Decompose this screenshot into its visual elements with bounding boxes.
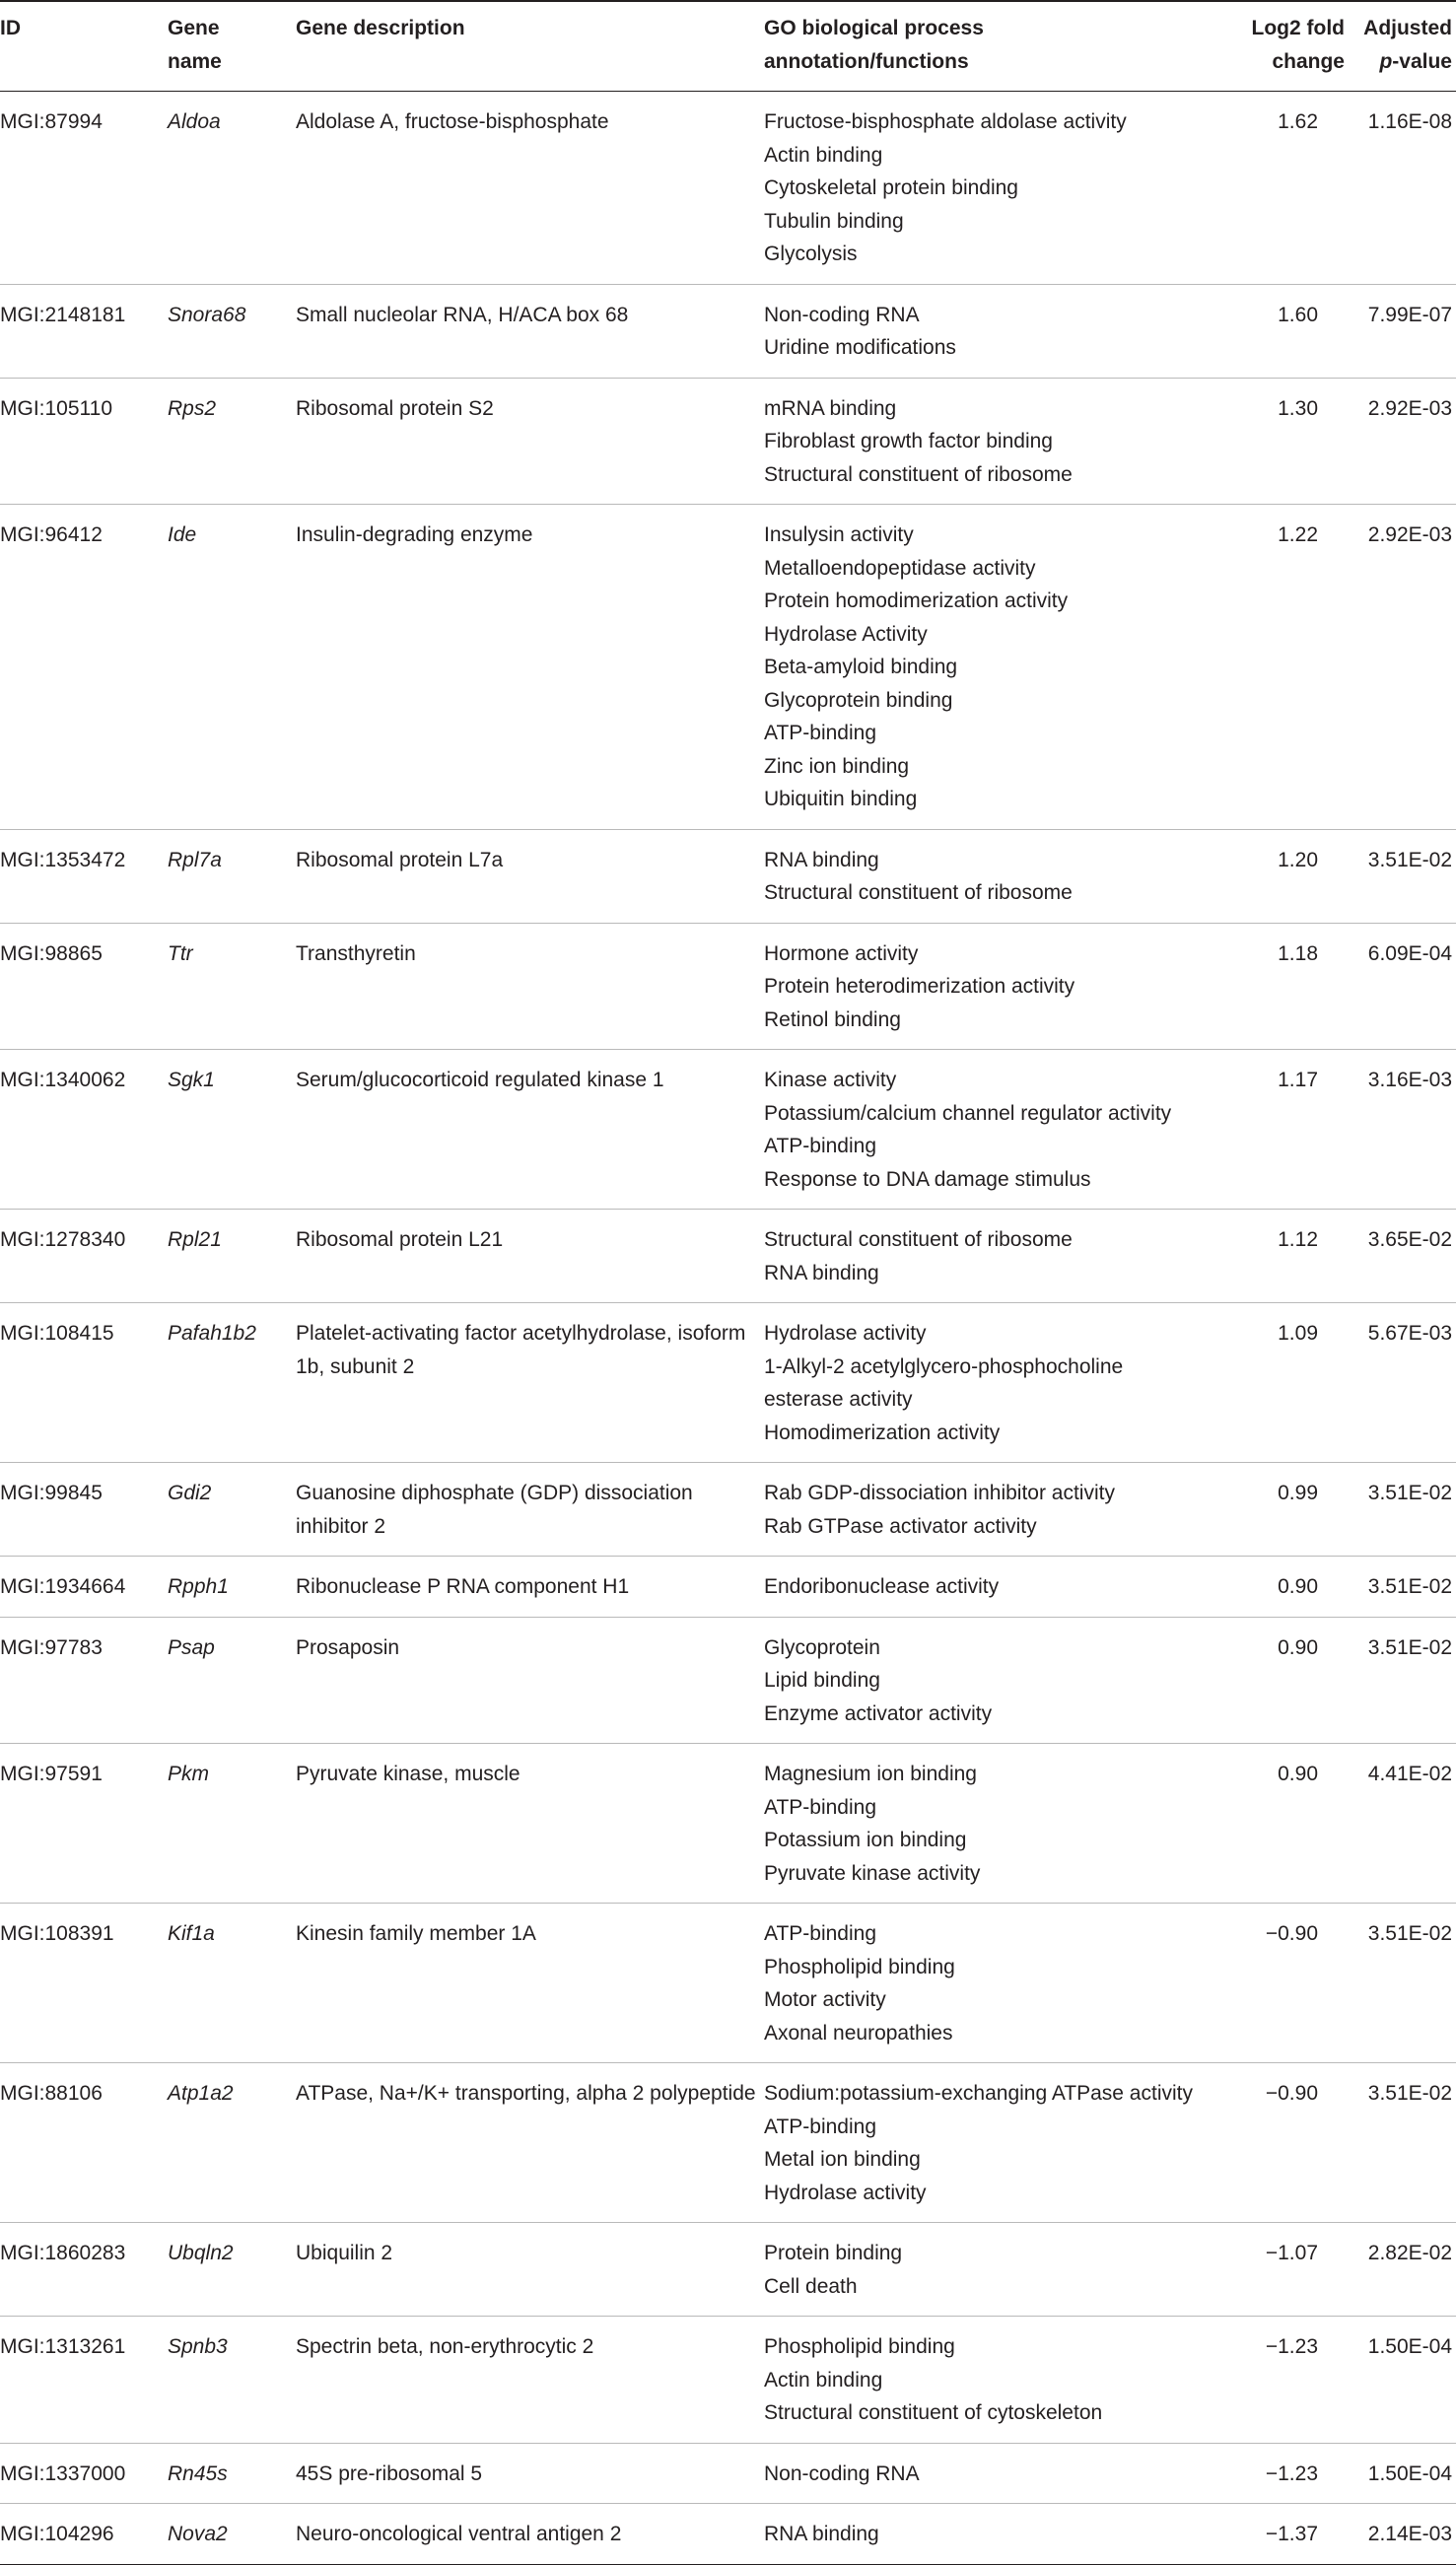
cell-go-annotation (764, 378, 1208, 505)
go-term: Endoribonuclease activity (764, 1575, 1000, 1598)
go-term: RNA binding (764, 848, 879, 871)
cell-log2-fold-change: −1.23 (1265, 2461, 1318, 2485)
cell-log2-fold-change: 1.18 (1278, 941, 1318, 965)
cell-go-annotation (764, 92, 1208, 285)
cell-id: MGI:1860283 (0, 2242, 126, 2264)
cell-go-annotation (764, 2443, 1208, 2504)
go-term: Magnesium ion binding (764, 1763, 977, 1785)
cell-go-annotation (764, 1904, 1208, 2063)
cell-id: MGI:108391 (0, 1922, 114, 1945)
cell-go-annotation (764, 1303, 1208, 1463)
go-term: Axonal neuropathies (764, 2021, 953, 2045)
cell-log2-fold-change: 1.12 (1278, 1228, 1318, 1251)
cell-log2-fold-change: 0.90 (1278, 1575, 1318, 1598)
table-row (0, 1050, 1456, 1210)
cell-id: MGI:108415 (0, 1322, 114, 1345)
cell-log2-fold-change: −1.37 (1265, 2523, 1318, 2545)
table-row (0, 505, 1456, 830)
cell-gene-description: Ribosomal protein L7a (296, 848, 504, 871)
cell-gene-description: Platelet-activating factor acetylhydrolase, isoform 1b, subunit 2 (296, 1322, 746, 1378)
cell-gene-name: Rn45s (168, 2461, 228, 2485)
table-header-row (0, 1, 1456, 92)
cell-adjusted-p-value: 3.51E-02 (1367, 1482, 1452, 1504)
cell-id: MGI:97783 (0, 1635, 103, 1659)
go-term: Cytoskeletal protein binding (764, 176, 1018, 199)
cell-gene-description: Prosaposin (296, 1635, 400, 1659)
cell-go-annotation (764, 1744, 1208, 1904)
cell-adjusted-p-value: 1.16E-08 (1367, 110, 1452, 133)
cell-gene-name: Gdi2 (168, 1482, 212, 1504)
table-row (0, 284, 1456, 378)
cell-adjusted-p-value: 3.51E-02 (1367, 1635, 1452, 1659)
cell-adjusted-p-value: 3.51E-02 (1367, 2082, 1452, 2105)
cell-adjusted-p-value: 3.16E-03 (1367, 1069, 1452, 1091)
cell-id: MGI:98865 (0, 941, 103, 965)
cell-adjusted-p-value: 3.65E-02 (1367, 1228, 1452, 1251)
cell-adjusted-p-value: 4.41E-02 (1367, 1763, 1452, 1785)
cell-go-annotation (764, 1557, 1208, 1618)
table-row (0, 92, 1456, 285)
cell-gene-description: Pyruvate kinase, muscle (296, 1763, 520, 1785)
cell-gene-description: Ribosomal protein S2 (296, 396, 494, 420)
cell-gene-description: 45S pre-ribosomal 5 (296, 2461, 483, 2485)
go-term: Structural constituent of ribosome (764, 1228, 1073, 1251)
cell-id: MGI:1353472 (0, 848, 126, 871)
go-term: Glycoprotein (764, 1635, 880, 1659)
go-term: Phospholipid binding (764, 1955, 955, 1978)
go-term: Tubulin binding (764, 209, 904, 233)
cell-go-annotation (764, 1210, 1208, 1303)
cell-log2-fold-change: −1.07 (1265, 2242, 1318, 2264)
cell-id: MGI:96412 (0, 523, 103, 546)
go-term: Fructose-bisphosphate aldolase activity (764, 110, 1127, 133)
table-row (0, 2317, 1456, 2444)
cell-adjusted-p-value: 5.67E-03 (1367, 1322, 1452, 1345)
cell-go-annotation (764, 284, 1208, 378)
header-id: ID (0, 17, 21, 39)
cell-id: MGI:1337000 (0, 2461, 126, 2485)
cell-gene-name: Ide (168, 523, 197, 546)
cell-id: MGI:2148181 (0, 303, 126, 326)
table-row (0, 1210, 1456, 1303)
go-term: Cell death (764, 2274, 858, 2298)
go-term: Non-coding RNA (764, 2461, 920, 2485)
go-term: mRNA binding (764, 396, 897, 420)
cell-gene-name: Atp1a2 (168, 2082, 234, 2105)
cell-gene-description: Small nucleolar RNA, H/ACA box 68 (296, 303, 629, 326)
cell-gene-name: Rpl21 (168, 1228, 222, 1251)
table-row (0, 1463, 1456, 1557)
cell-gene-name: Ubqln2 (168, 2242, 234, 2264)
go-term: Hydrolase Activity (764, 622, 928, 646)
cell-adjusted-p-value: 2.92E-03 (1367, 523, 1452, 546)
go-term: Hydrolase activity (764, 1322, 927, 1345)
go-term: ATP-binding (764, 2114, 877, 2138)
cell-gene-name: Sgk1 (168, 1069, 215, 1091)
cell-gene-description: Insulin-degrading enzyme (296, 523, 533, 546)
cell-log2-fold-change: 0.99 (1278, 1482, 1318, 1504)
cell-id: MGI:87994 (0, 110, 103, 133)
go-term: Response to DNA damage stimulus (764, 1167, 1091, 1191)
cell-gene-description: Aldolase A, fructose-bisphosphate (296, 110, 609, 133)
cell-adjusted-p-value: 3.51E-02 (1367, 848, 1452, 871)
cell-gene-description: Ribosomal protein L21 (296, 1228, 504, 1251)
table-row (0, 923, 1456, 1050)
go-term: Protein heterodimerization activity (764, 975, 1075, 998)
cell-adjusted-p-value: 6.09E-04 (1367, 941, 1452, 965)
cell-gene-description: Serum/glucocorticoid regulated kinase 1 (296, 1069, 664, 1091)
cell-log2-fold-change: 1.60 (1278, 303, 1318, 326)
go-term: Non-coding RNA (764, 303, 920, 326)
go-term: 1-Alkyl-2 acetylglycero-phosphocholine esterase activity (764, 1354, 1124, 1411)
cell-id: MGI:1278340 (0, 1228, 126, 1251)
cell-adjusted-p-value: 1.50E-04 (1367, 2335, 1452, 2358)
table-row (0, 1557, 1456, 1618)
cell-gene-description: Transthyretin (296, 941, 416, 965)
cell-gene-name: Aldoa (168, 110, 221, 133)
go-term: Fibroblast growth factor binding (764, 430, 1053, 452)
go-term: Glycoprotein binding (764, 688, 953, 712)
go-term: Potassium/calcium channel regulator activity (764, 1101, 1172, 1125)
cell-gene-description: Guanosine diphosphate (GDP) dissociation inhibitor 2 (296, 1482, 693, 1538)
go-term: RNA binding (764, 2523, 879, 2545)
table-row (0, 1303, 1456, 1463)
cell-gene-name: Nova2 (168, 2523, 228, 2545)
go-term: Rab GDP-dissociation inhibitor activity (764, 1482, 1115, 1504)
header-go-annotation: GO biological process annotation/functions (764, 17, 984, 73)
header-adjusted-p-value: Adjusted p-value (1363, 17, 1452, 73)
cell-gene-description: Neuro-oncological ventral antigen 2 (296, 2523, 622, 2545)
cell-id: MGI:88106 (0, 2082, 103, 2105)
cell-go-annotation (764, 829, 1208, 923)
cell-adjusted-p-value: 2.92E-03 (1367, 396, 1452, 420)
go-term: ATP-binding (764, 722, 877, 744)
go-term: Glycolysis (764, 243, 858, 265)
cell-gene-name: Snora68 (168, 303, 246, 326)
cell-gene-description: Kinesin family member 1A (296, 1922, 536, 1945)
cell-gene-name: Ttr (168, 941, 193, 965)
cell-go-annotation (764, 1617, 1208, 1744)
table-row (0, 2504, 1456, 2565)
cell-log2-fold-change: 1.20 (1278, 848, 1318, 871)
cell-gene-name: Pkm (168, 1763, 209, 1785)
cell-go-annotation (764, 2063, 1208, 2223)
cell-log2-fold-change: 1.30 (1278, 396, 1318, 420)
cell-adjusted-p-value: 3.51E-02 (1367, 1922, 1452, 1945)
cell-go-annotation (764, 2317, 1208, 2444)
cell-gene-description: Ribonuclease P RNA component H1 (296, 1575, 630, 1598)
cell-log2-fold-change: 1.09 (1278, 1322, 1318, 1345)
go-term: Actin binding (764, 143, 883, 167)
go-term: Kinase activity (764, 1069, 897, 1091)
cell-log2-fold-change: −0.90 (1265, 2082, 1318, 2105)
cell-gene-name: Pafah1b2 (168, 1322, 256, 1345)
cell-gene-description: Ubiquilin 2 (296, 2242, 393, 2264)
go-term: Ubiquitin binding (764, 788, 918, 810)
go-term: Hormone activity (764, 941, 919, 965)
go-term: Pyruvate kinase activity (764, 1861, 981, 1885)
cell-go-annotation (764, 505, 1208, 830)
cell-gene-name: Rpl7a (168, 848, 222, 871)
go-term: Uridine modifications (764, 336, 956, 359)
cell-id: MGI:1340062 (0, 1069, 126, 1091)
cell-id: MGI:105110 (0, 396, 113, 420)
go-term: ATP-binding (764, 1135, 877, 1157)
go-term: Rab GTPase activator activity (764, 1514, 1037, 1538)
cell-adjusted-p-value: 2.82E-02 (1367, 2242, 1452, 2264)
cell-id: MGI:1313261 (0, 2335, 126, 2358)
cell-go-annotation (764, 2223, 1208, 2317)
go-term: Structural constituent of cytoskeleton (764, 2401, 1103, 2424)
table-row (0, 2063, 1456, 2223)
cell-adjusted-p-value: 1.50E-04 (1367, 2461, 1452, 2485)
go-term: Zinc ion binding (764, 754, 910, 778)
cell-log2-fold-change: 1.22 (1278, 523, 1318, 546)
cell-gene-name: Kif1a (168, 1922, 215, 1945)
go-term: Structural constituent of ribosome (764, 881, 1073, 904)
go-term: Metalloendopeptidase activity (764, 556, 1036, 580)
go-term: RNA binding (764, 1261, 879, 1284)
cell-gene-description: ATPase, Na+/K+ transporting, alpha 2 polypeptide (296, 2082, 756, 2105)
go-term: Metal ion binding (764, 2148, 921, 2171)
cell-go-annotation (764, 923, 1208, 1050)
go-term: Lipid binding (764, 1669, 880, 1692)
header-log2-fold-change: Log2 fold change (1251, 17, 1345, 73)
go-term: Beta-amyloid binding (764, 656, 958, 678)
header-gene-name: Gene name (168, 17, 222, 73)
go-term: Enzyme activator activity (764, 1701, 993, 1725)
go-term: ATP-binding (764, 1922, 877, 1945)
cell-log2-fold-change: 1.17 (1278, 1069, 1318, 1091)
go-term: Actin binding (764, 2368, 883, 2392)
table-row (0, 1904, 1456, 2063)
cell-gene-description: Spectrin beta, non-erythrocytic 2 (296, 2335, 594, 2358)
go-term: Structural constituent of ribosome (764, 462, 1073, 486)
table-row (0, 1617, 1456, 1744)
table-row (0, 829, 1456, 923)
cell-id: MGI:99845 (0, 1482, 103, 1504)
header-gene-description: Gene description (296, 17, 465, 39)
go-term: Retinol binding (764, 1007, 901, 1031)
cell-go-annotation (764, 2504, 1208, 2565)
table-body (0, 92, 1456, 2565)
go-term: Sodium:potassium-exchanging ATPase activity (764, 2082, 1193, 2105)
cell-go-annotation (764, 1050, 1208, 1210)
cell-log2-fold-change: −1.23 (1265, 2335, 1318, 2358)
cell-log2-fold-change: 1.62 (1278, 110, 1318, 133)
cell-gene-name: Psap (168, 1635, 215, 1659)
go-term: Phospholipid binding (764, 2335, 955, 2358)
cell-adjusted-p-value: 7.99E-07 (1367, 303, 1452, 326)
cell-log2-fold-change: 0.90 (1278, 1635, 1318, 1659)
cell-log2-fold-change: 0.90 (1278, 1763, 1318, 1785)
cell-gene-name: Rps2 (168, 396, 217, 420)
cell-id: MGI:104296 (0, 2523, 114, 2545)
go-term: Protein binding (764, 2242, 903, 2264)
cell-adjusted-p-value: 3.51E-02 (1367, 1575, 1452, 1598)
go-term: ATP-binding (764, 1795, 877, 1819)
go-term: Potassium ion binding (764, 1829, 967, 1851)
cell-go-annotation (764, 1463, 1208, 1557)
go-term: Protein homodimerization activity (764, 589, 1069, 612)
table-row (0, 2223, 1456, 2317)
table-row (0, 1744, 1456, 1904)
table-row (0, 2443, 1456, 2504)
table-row (0, 378, 1456, 505)
go-term: Motor activity (764, 1988, 886, 2011)
go-term: Insulysin activity (764, 523, 914, 546)
cell-gene-name: Spnb3 (168, 2335, 228, 2358)
cell-log2-fold-change: −0.90 (1265, 1922, 1318, 1945)
cell-id: MGI:97591 (0, 1763, 103, 1785)
go-term: Homodimerization activity (764, 1421, 1001, 1444)
cell-adjusted-p-value: 2.14E-03 (1367, 2523, 1452, 2545)
go-term: Hydrolase activity (764, 2181, 927, 2204)
cell-id: MGI:1934664 (0, 1575, 126, 1598)
cell-gene-name: Rpph1 (168, 1575, 229, 1598)
